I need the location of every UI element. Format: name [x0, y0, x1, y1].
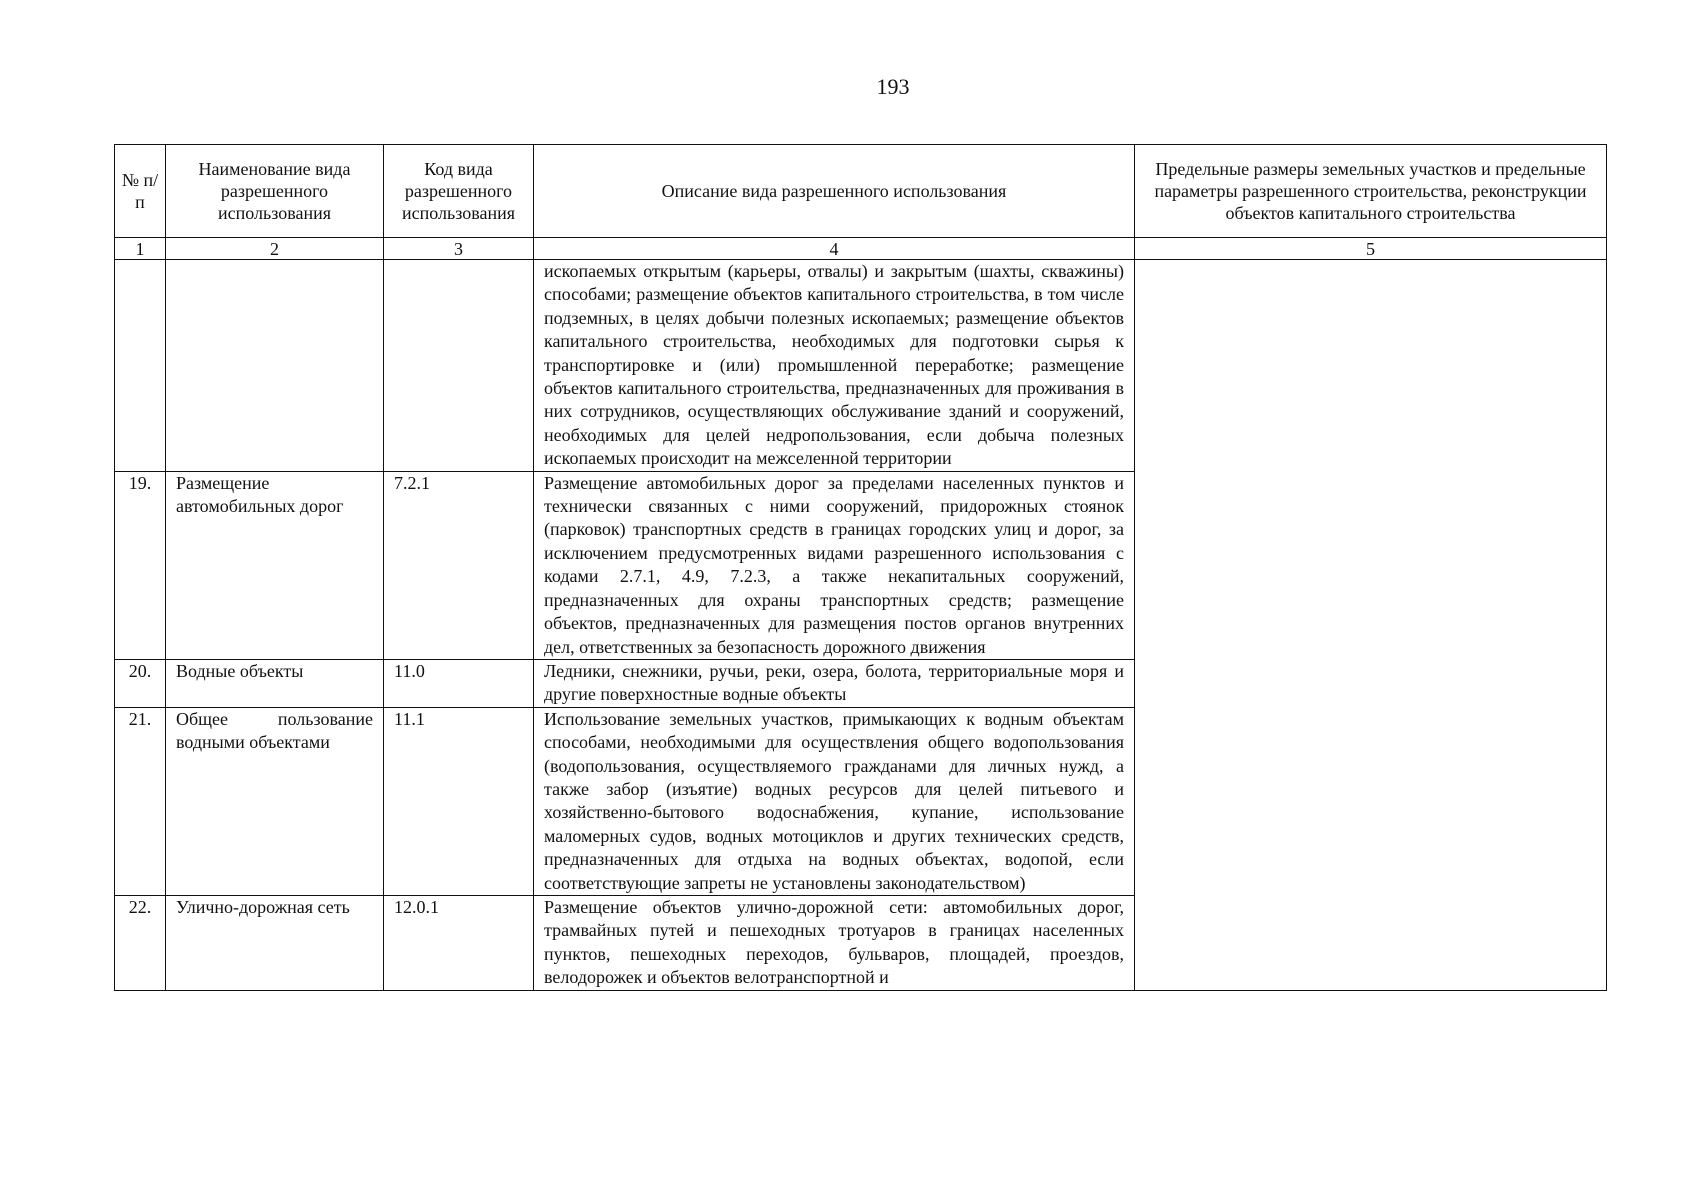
row-description: Размещение объектов улично-дорожной сети: автомобильных дорог, трамвайных путей и пешеходных тротуаров в границах населенных пунктов, пешеходных переходов, бульваров, площадей, проездов, велодорожек и объектов велотранспортной и — [534, 895, 1135, 990]
row-code: 11.1 — [384, 707, 534, 895]
row-number: 21. — [115, 707, 166, 895]
header-number: № п/п — [115, 145, 166, 238]
row-description: Ледники, снежники, ручьи, реки, озера, болота, территориальные моря и другие поверхностные водные объекты — [534, 659, 1135, 707]
row-code — [384, 260, 534, 472]
row-name: Размещение автомобильных дорог — [166, 471, 384, 659]
column-number-row — [115, 238, 1607, 260]
table-header-row — [115, 145, 1607, 238]
column-number: 1 — [115, 238, 166, 260]
row-name: Водные объекты — [166, 659, 384, 707]
row-number: 20. — [115, 659, 166, 707]
parameters-cell — [1135, 260, 1607, 991]
column-number: 5 — [1135, 238, 1607, 260]
row-number — [115, 260, 166, 472]
row-code: 11.0 — [384, 659, 534, 707]
page-number: 193 — [876, 74, 910, 99]
row-code: 12.0.1 — [384, 895, 534, 990]
header-name: Наименование вида разрешенного использования — [166, 145, 384, 238]
header-parameters: Предельные размеры земельных участков и предельные параметры разрешенного строительства, реконструкции объектов капитального строительства — [1135, 145, 1607, 238]
header-description: Описание вида разрешенного использования — [534, 145, 1135, 238]
table-row — [115, 260, 1607, 472]
row-number: 19. — [115, 471, 166, 659]
row-name: Общее пользование водными объектами — [166, 707, 384, 895]
column-number: 2 — [166, 238, 384, 260]
land-use-table — [114, 144, 1607, 991]
row-name: Улично-дорожная сеть — [166, 895, 384, 990]
row-name — [166, 260, 384, 472]
row-description: ископаемых открытым (карьеры, отвалы) и закрытым (шахты, скважины) способами; размещение объектов капитального строительства, в том числе подземных, в целях добычи полезных ископаемых; размещение объектов капитального строительства, необходимых для подготовки сырья к транспортировке и (или) промышленной переработке; размещение объектов капитального строительства, предназначенных для проживания в них сотрудников, осуществляющих обслуживание зданий и сооружений, необходимых для целей недропользования, если добыча полезных ископаемых происходит на межселенной территории — [534, 260, 1135, 472]
column-number: 4 — [534, 238, 1135, 260]
row-code: 7.2.1 — [384, 471, 534, 659]
column-number: 3 — [384, 238, 534, 260]
header-code: Код вида разрешенного использования — [384, 145, 534, 238]
row-number: 22. — [115, 895, 166, 990]
row-description: Использование земельных участков, примыкающих к водным объектам способами, необходимыми для осуществления общего водопользования (водопользования, осуществляемого гражданами для личных нужд, а также забор (изъятие) водных ресурсов для целей питьевого и хозяйственно-бытового водоснабжения, купание, использование маломерных судов, водных мотоциклов и других технических средств, предназначенных для отдыха на водных объектах, водопой, если соответствующие запреты не установлены законодательством) — [534, 707, 1135, 895]
row-description: Размещение автомобильных дорог за пределами населенных пунктов и технически связанных с ними сооружений, придорожных стоянок (парковок) транспортных средств в границах городских улиц и дорог, за исключением предусмотренных видами разрешенного использования с кодами 2.7.1, 4.9, 7.2.3, а также некапитальных сооружений, предназначенных для охраны транспортных средств; размещение объектов, предназначенных для размещения постов органов внутренних дел, ответственных за безопасность дорожного движения — [534, 471, 1135, 659]
